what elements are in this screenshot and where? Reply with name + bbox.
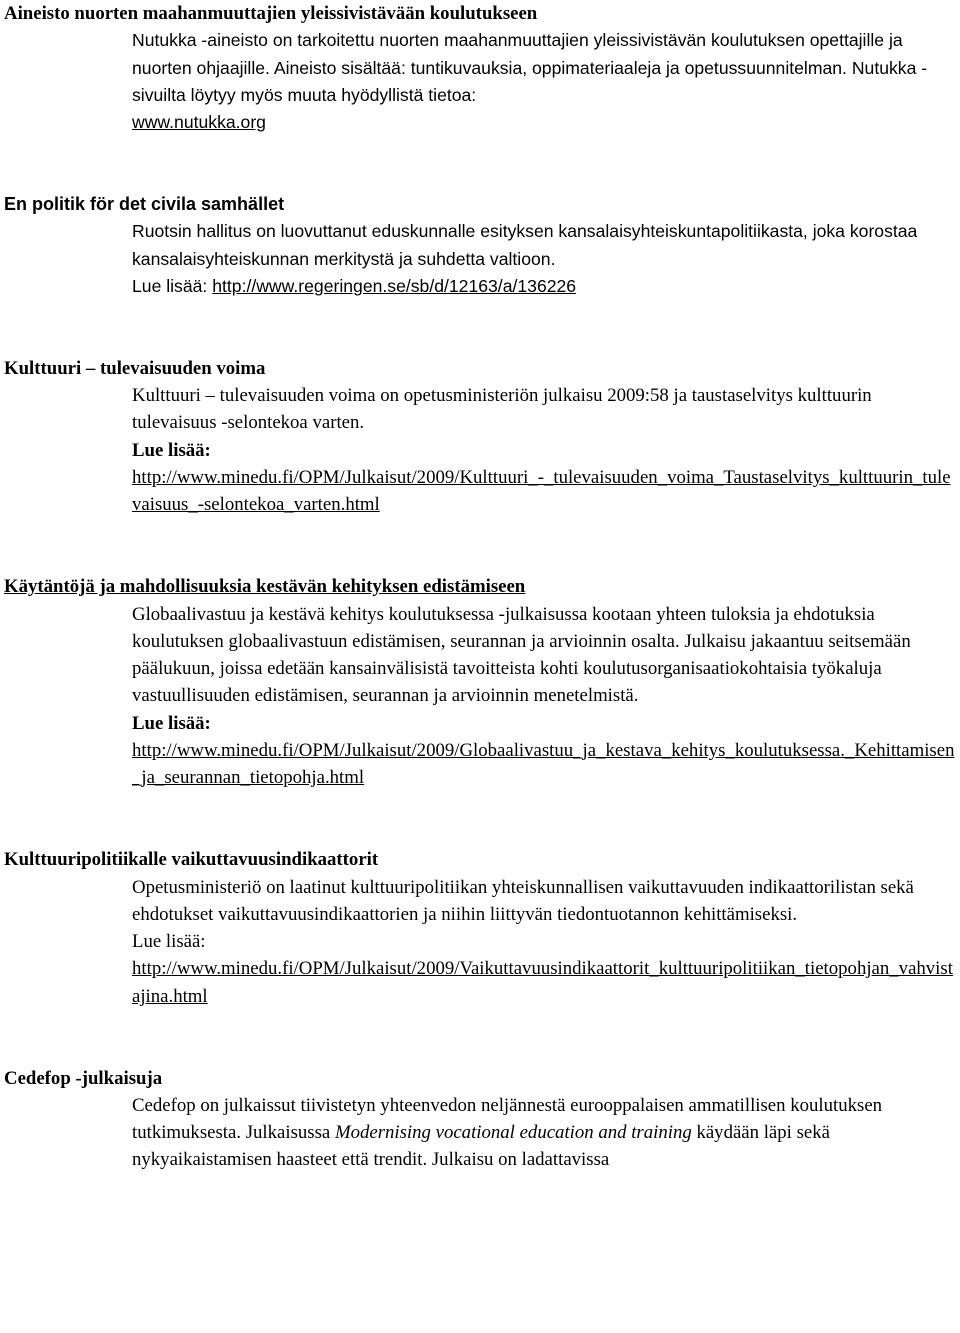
spacer xyxy=(0,136,960,191)
regeringen-link[interactable]: http://www.regeringen.se/sb/d/12163/a/136226 xyxy=(212,275,577,296)
section-text: Globaalivastuu ja kestävä kehitys koulutuksessa -julkaisussa kootaan yhteen tuloksia ja ehdotuksia koulutuksen globaalivastuun edistämisen, seurannan ja arvioinnin osalta. Julkaisu jakaantuu seitsemään päälukuun, joissa edetään kansainvälisistä tavoitteista kohti koulutusorganisaatiokohtaisia työkaluja vastuullisuuden edistämisen, seurannan ja arvioinnin menetelmistä. xyxy=(132,603,911,707)
section-nutukka xyxy=(0,0,960,136)
section-text xyxy=(132,1092,956,1174)
section-text: Nutukka -aineisto on tarkoitettu nuorten maahanmuuttajien yleissivistävän koulutuksen opettajille ja nuorten ohjaajille. Aineisto sisältää: tuntikuvauksia, oppimateriaaleja ja opetussuunnitelman. Nutukka -sivuilta löytyy myös muuta hyödyllistä tietoa: xyxy=(132,30,928,105)
spacer xyxy=(0,792,960,847)
section-impact-indicators xyxy=(0,846,960,1010)
section-heading: En politik för det civila samhället xyxy=(4,194,285,215)
read-more-label: Lue lisää: xyxy=(132,439,211,461)
section-culture-future xyxy=(0,355,960,519)
spacer xyxy=(0,300,960,355)
section-text: Opetusministeriö on laatinut kulttuuripolitiikan yhteiskunnallisen vaikuttavuuden indikaattorilistan sekä ehdotukset vaikuttavuusindikaattorien ja niihin liittyvän tiedontuotannon kehittämiseksi. xyxy=(132,876,914,925)
publication-title: Modernising vocational education and training xyxy=(334,1122,692,1144)
read-more-label: Lue lisää: xyxy=(132,712,211,734)
text-before: Cedefop on julkaissut tiivistetyn yhteenvedon neljännestä eurooppalaisen ammatillisen koulutuksen tutkimuksesta. Julkaisussa xyxy=(132,1094,883,1144)
spacer xyxy=(0,1010,960,1065)
section-civil-society xyxy=(0,191,960,300)
section-text: Ruotsin hallitus on luovuttanut eduskunnalle esityksen kansalaisyhteiskuntapolitiikasta, joka korostaa kansalaisyhteiskunnan merkitystä ja suhdetta valtioon. xyxy=(132,221,918,269)
section-text: Kulttuuri – tulevaisuuden voima on opetusministeriön julkaisu 2009:58 ja taustaselvitys kulttuurin tulevaisuus -selontekoa varten. xyxy=(132,385,872,434)
section-body xyxy=(0,601,960,792)
kulttuuri-link[interactable]: http://www.minedu.fi/OPM/Julkaisut/2009/Kulttuuri_-_tulevaisuuden_voima_Taustaselvitys_kulttuurin_tulevaisuus_-selontekoa_varten.html xyxy=(132,467,951,516)
vaikuttavuus-link[interactable]: http://www.minedu.fi/OPM/Julkaisut/2009/Vaikuttavuusindikaattorit_kulttuuripolitiikan_tietopohjan_vahvistajina.html xyxy=(132,958,953,1007)
text-after: käydään läpi sekä nykyaikaistamisen haasteet että trendit. Julkaisu on ladattavissa xyxy=(132,1122,830,1171)
section-body xyxy=(0,382,960,518)
section-body xyxy=(0,218,960,300)
section-body xyxy=(0,27,960,136)
section-sustainable-development xyxy=(0,573,960,791)
section-body xyxy=(0,874,960,1010)
read-more-label: Lue lisää: xyxy=(132,275,208,296)
section-heading: Cedefop -julkaisuja xyxy=(4,1067,163,1089)
section-heading: Kulttuuri – tulevaisuuden voima xyxy=(4,357,266,379)
section-body xyxy=(0,1092,960,1174)
section-cedefop xyxy=(0,1065,960,1174)
read-more-label: Lue lisää: xyxy=(132,931,206,953)
spacer xyxy=(0,519,960,574)
section-heading: Käytäntöjä ja mahdollisuuksia kestävän kehityksen edistämiseen xyxy=(4,576,526,598)
section-heading: Kulttuuripolitiikalle vaikuttavuusindikaattorit xyxy=(4,849,379,871)
globaalivastuu-link[interactable]: http://www.minedu.fi/OPM/Julkaisut/2009/Globaalivastuu_ja_kestava_kehitys_koulutuksessa._Kehittamisen_ja_seurannan_tietopohja.html xyxy=(132,740,955,789)
section-heading: Aineisto nuorten maahanmuuttajien yleissivistävään koulutukseen xyxy=(4,3,538,24)
nutukka-link[interactable]: www.nutukka.org xyxy=(132,112,266,133)
